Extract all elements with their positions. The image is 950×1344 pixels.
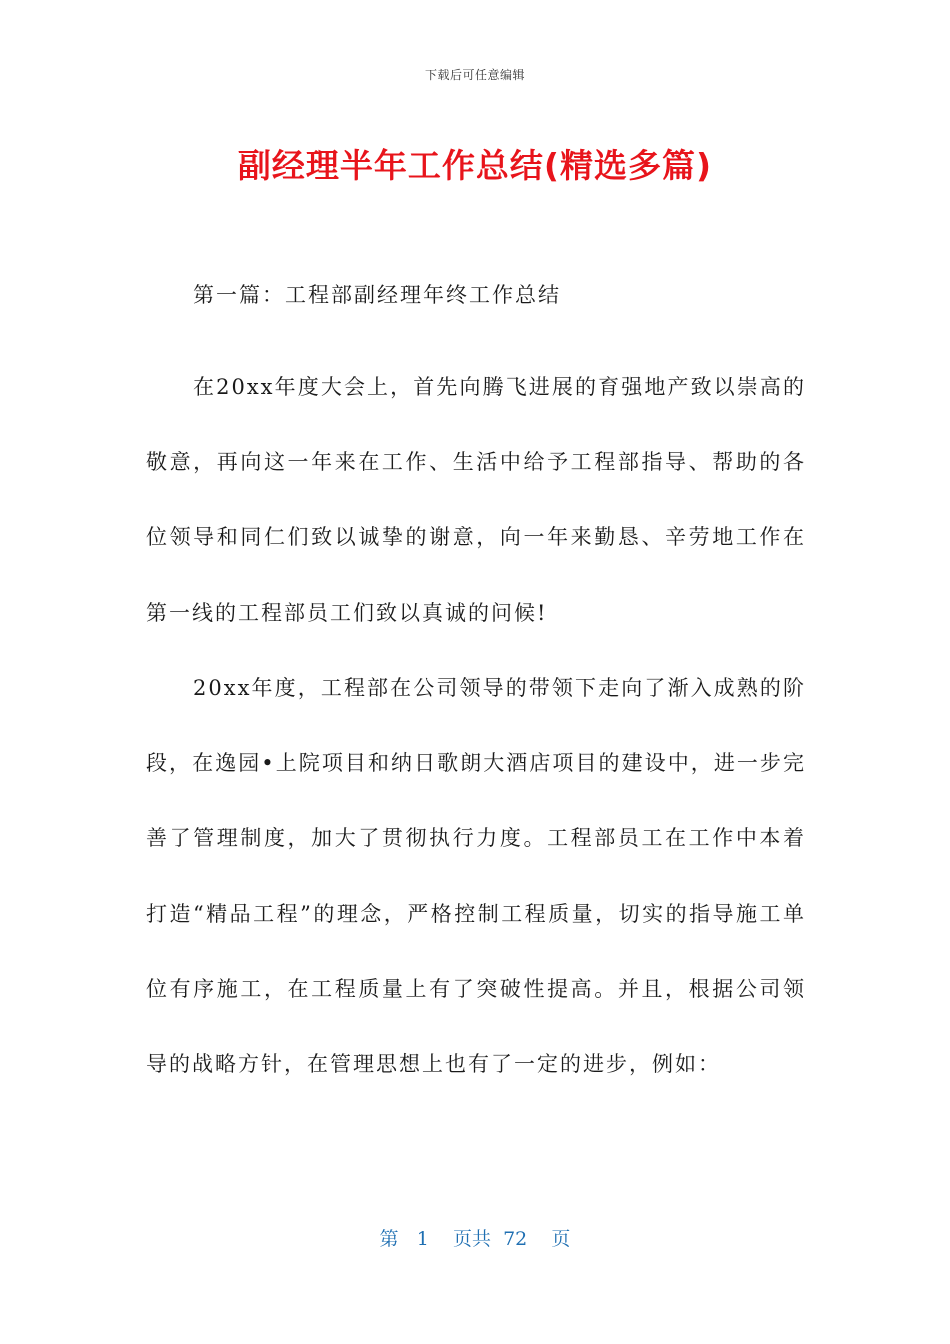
footer-total-pages: 72 bbox=[503, 1228, 528, 1250]
document-title: 副经理半年工作总结(精选多篇) bbox=[237, 146, 713, 185]
body-paragraph-2: 20xx年度，工程部在公司领导的带领下走向了渐入成熟的阶段，在逸园•上院项目和纳日歌朗大酒店项目的建设中，进一步完善了管理制度，加大了贯彻执行力度。工程部员工在工作中本着打造“精品工程”的理念，严格控制工程质量，切实的指导施工单位有序施工，在工程质量上有了突破性提高。并且，根据公司领导的战略方针，在管理思想上也有了一定的进步，例如： bbox=[146, 676, 806, 1077]
footer-middle: 页共 bbox=[452, 1228, 491, 1250]
section-heading: 第一篇：工程部副经理年终工作总结 bbox=[193, 283, 561, 307]
footer-current-page: 1 bbox=[416, 1228, 429, 1250]
body-paragraph-1: 在20xx年度大会上，首先向腾飞进展的育强地产致以崇高的敬意，再向这一年来在工作、生活中给予工程部指导、帮助的各位领导和同仁们致以诚挚的谢意，向一年来勤恳、辛劳地工作在第一线的工程部员工们致以真诚的问候! bbox=[146, 375, 806, 625]
header-note: 下载后可任意编辑 bbox=[424, 68, 525, 82]
footer-prefix: 第 bbox=[379, 1228, 399, 1250]
footer-suffix: 页 bbox=[551, 1228, 571, 1250]
page-footer bbox=[0, 1224, 950, 1251]
